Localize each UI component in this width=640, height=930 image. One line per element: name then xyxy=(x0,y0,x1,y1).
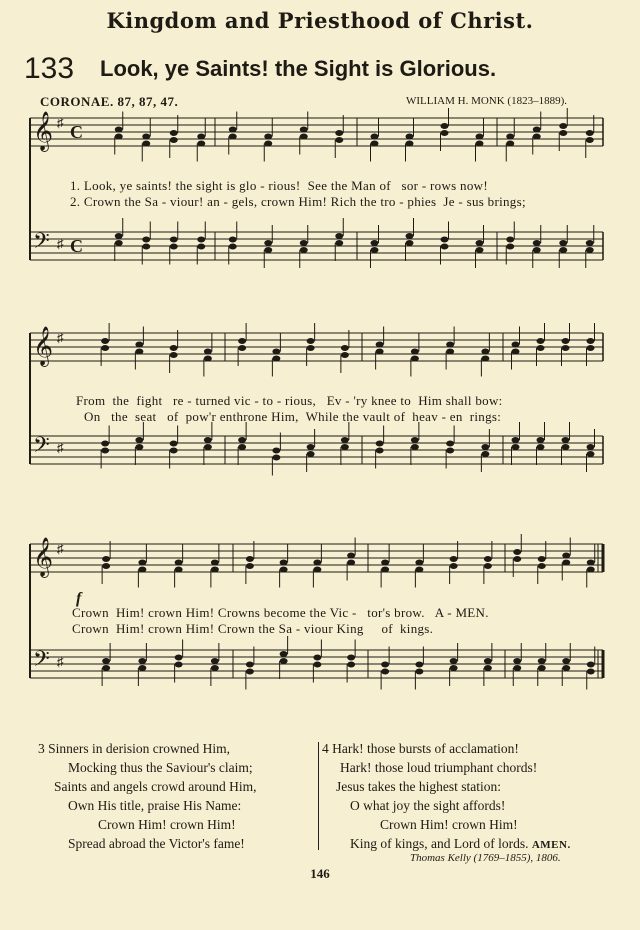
svg-text:𝄢: 𝄢 xyxy=(33,229,50,259)
dynamic-forte: f xyxy=(76,590,82,607)
verse-line: Spread abroad the Victor's fame! xyxy=(68,836,245,851)
lyric-line: 1. Look, ye saints! the sight is glo - rious! See the Man of sor - rows now! xyxy=(70,178,488,193)
verse-line: Hark! those bursts of acclamation! xyxy=(332,741,519,756)
svg-text:𝄞: 𝄞 xyxy=(33,326,54,366)
lyric-line: From the fight re - turned vic - to - rious, Ev - 'ry knee to Him shall bow: xyxy=(76,393,503,408)
note-chord xyxy=(537,323,545,465)
verse-line: Crown Him! crown Him! xyxy=(380,817,518,832)
verse-line: O what joy the sight affords! xyxy=(350,798,506,813)
section-title: Kingdom and Priesthood of Christ. xyxy=(106,8,534,33)
svg-text:♯: ♯ xyxy=(57,115,64,130)
amen-label: AMEN. xyxy=(531,839,571,851)
svg-text:𝄢: 𝄢 xyxy=(33,647,50,677)
lyric-line: Crown Him! crown Him! Crowns become the Vic - tor's brow. A - MEN. xyxy=(72,605,489,620)
svg-text:♯: ♯ xyxy=(57,654,64,669)
lyric-line: 2. Crown the Sa - viour! an - gels, crown Him! Rich the tro - phies Je - sus brings; xyxy=(70,194,526,209)
verse-line: Saints and angels crowd around Him, xyxy=(54,779,257,794)
verse-line: King of kings, and Lord of lords. xyxy=(350,836,529,851)
note-chord xyxy=(533,112,541,269)
svg-text:𝄞: 𝄞 xyxy=(33,537,54,577)
verse-number: 4 xyxy=(322,741,329,756)
verse-3 xyxy=(38,739,256,853)
svg-text:♯: ♯ xyxy=(57,330,64,345)
author-credit: Thomas Kelly (1769–1855), 1806. xyxy=(410,852,561,864)
hymn-title: Look, ye Saints! the Sight is Glorious. xyxy=(100,56,497,81)
svg-text:♯: ♯ xyxy=(57,541,64,556)
composer-credit: WILLIAM H. MONK (1823–1889). xyxy=(406,95,568,107)
note-chord xyxy=(513,534,521,686)
svg-text:𝄢: 𝄢 xyxy=(33,433,50,463)
verse-line: Mocking thus the Saviour's claim; xyxy=(68,760,253,775)
verse-line: Own His title, praise His Name: xyxy=(68,798,242,813)
verse-line: Hark! those loud triumphant chords! xyxy=(340,760,538,775)
verse-number: 3 xyxy=(38,741,45,756)
note-chord xyxy=(586,115,594,268)
svg-text:C: C xyxy=(70,122,83,142)
verse-line: Crown Him! crown Him! xyxy=(98,817,236,832)
note-chord xyxy=(559,108,567,268)
lyric-line: On the seat of pow'r enthrone Him, While the vault of heav - en rings: xyxy=(84,409,502,424)
page-number: 146 xyxy=(310,866,330,881)
verse-line: Jesus takes the highest station: xyxy=(336,779,501,794)
tune-name: CORONAE. 87, 87, 47. xyxy=(40,94,179,109)
svg-text:C: C xyxy=(70,236,83,256)
note-chord xyxy=(562,323,570,465)
svg-text:♯: ♯ xyxy=(57,440,64,455)
verse-4 xyxy=(322,739,571,855)
lyric-line: Crown Him! crown Him! Crown the Sa - viour King of kings. xyxy=(72,621,434,636)
svg-text:♯: ♯ xyxy=(57,236,64,251)
note-chord xyxy=(587,545,595,690)
svg-text:𝄞: 𝄞 xyxy=(33,111,54,151)
verse-line: Sinners in derision crowned Him, xyxy=(48,741,230,756)
hymn-number: 133 xyxy=(24,52,75,85)
verse-divider xyxy=(318,742,319,850)
note-chord xyxy=(506,119,514,265)
